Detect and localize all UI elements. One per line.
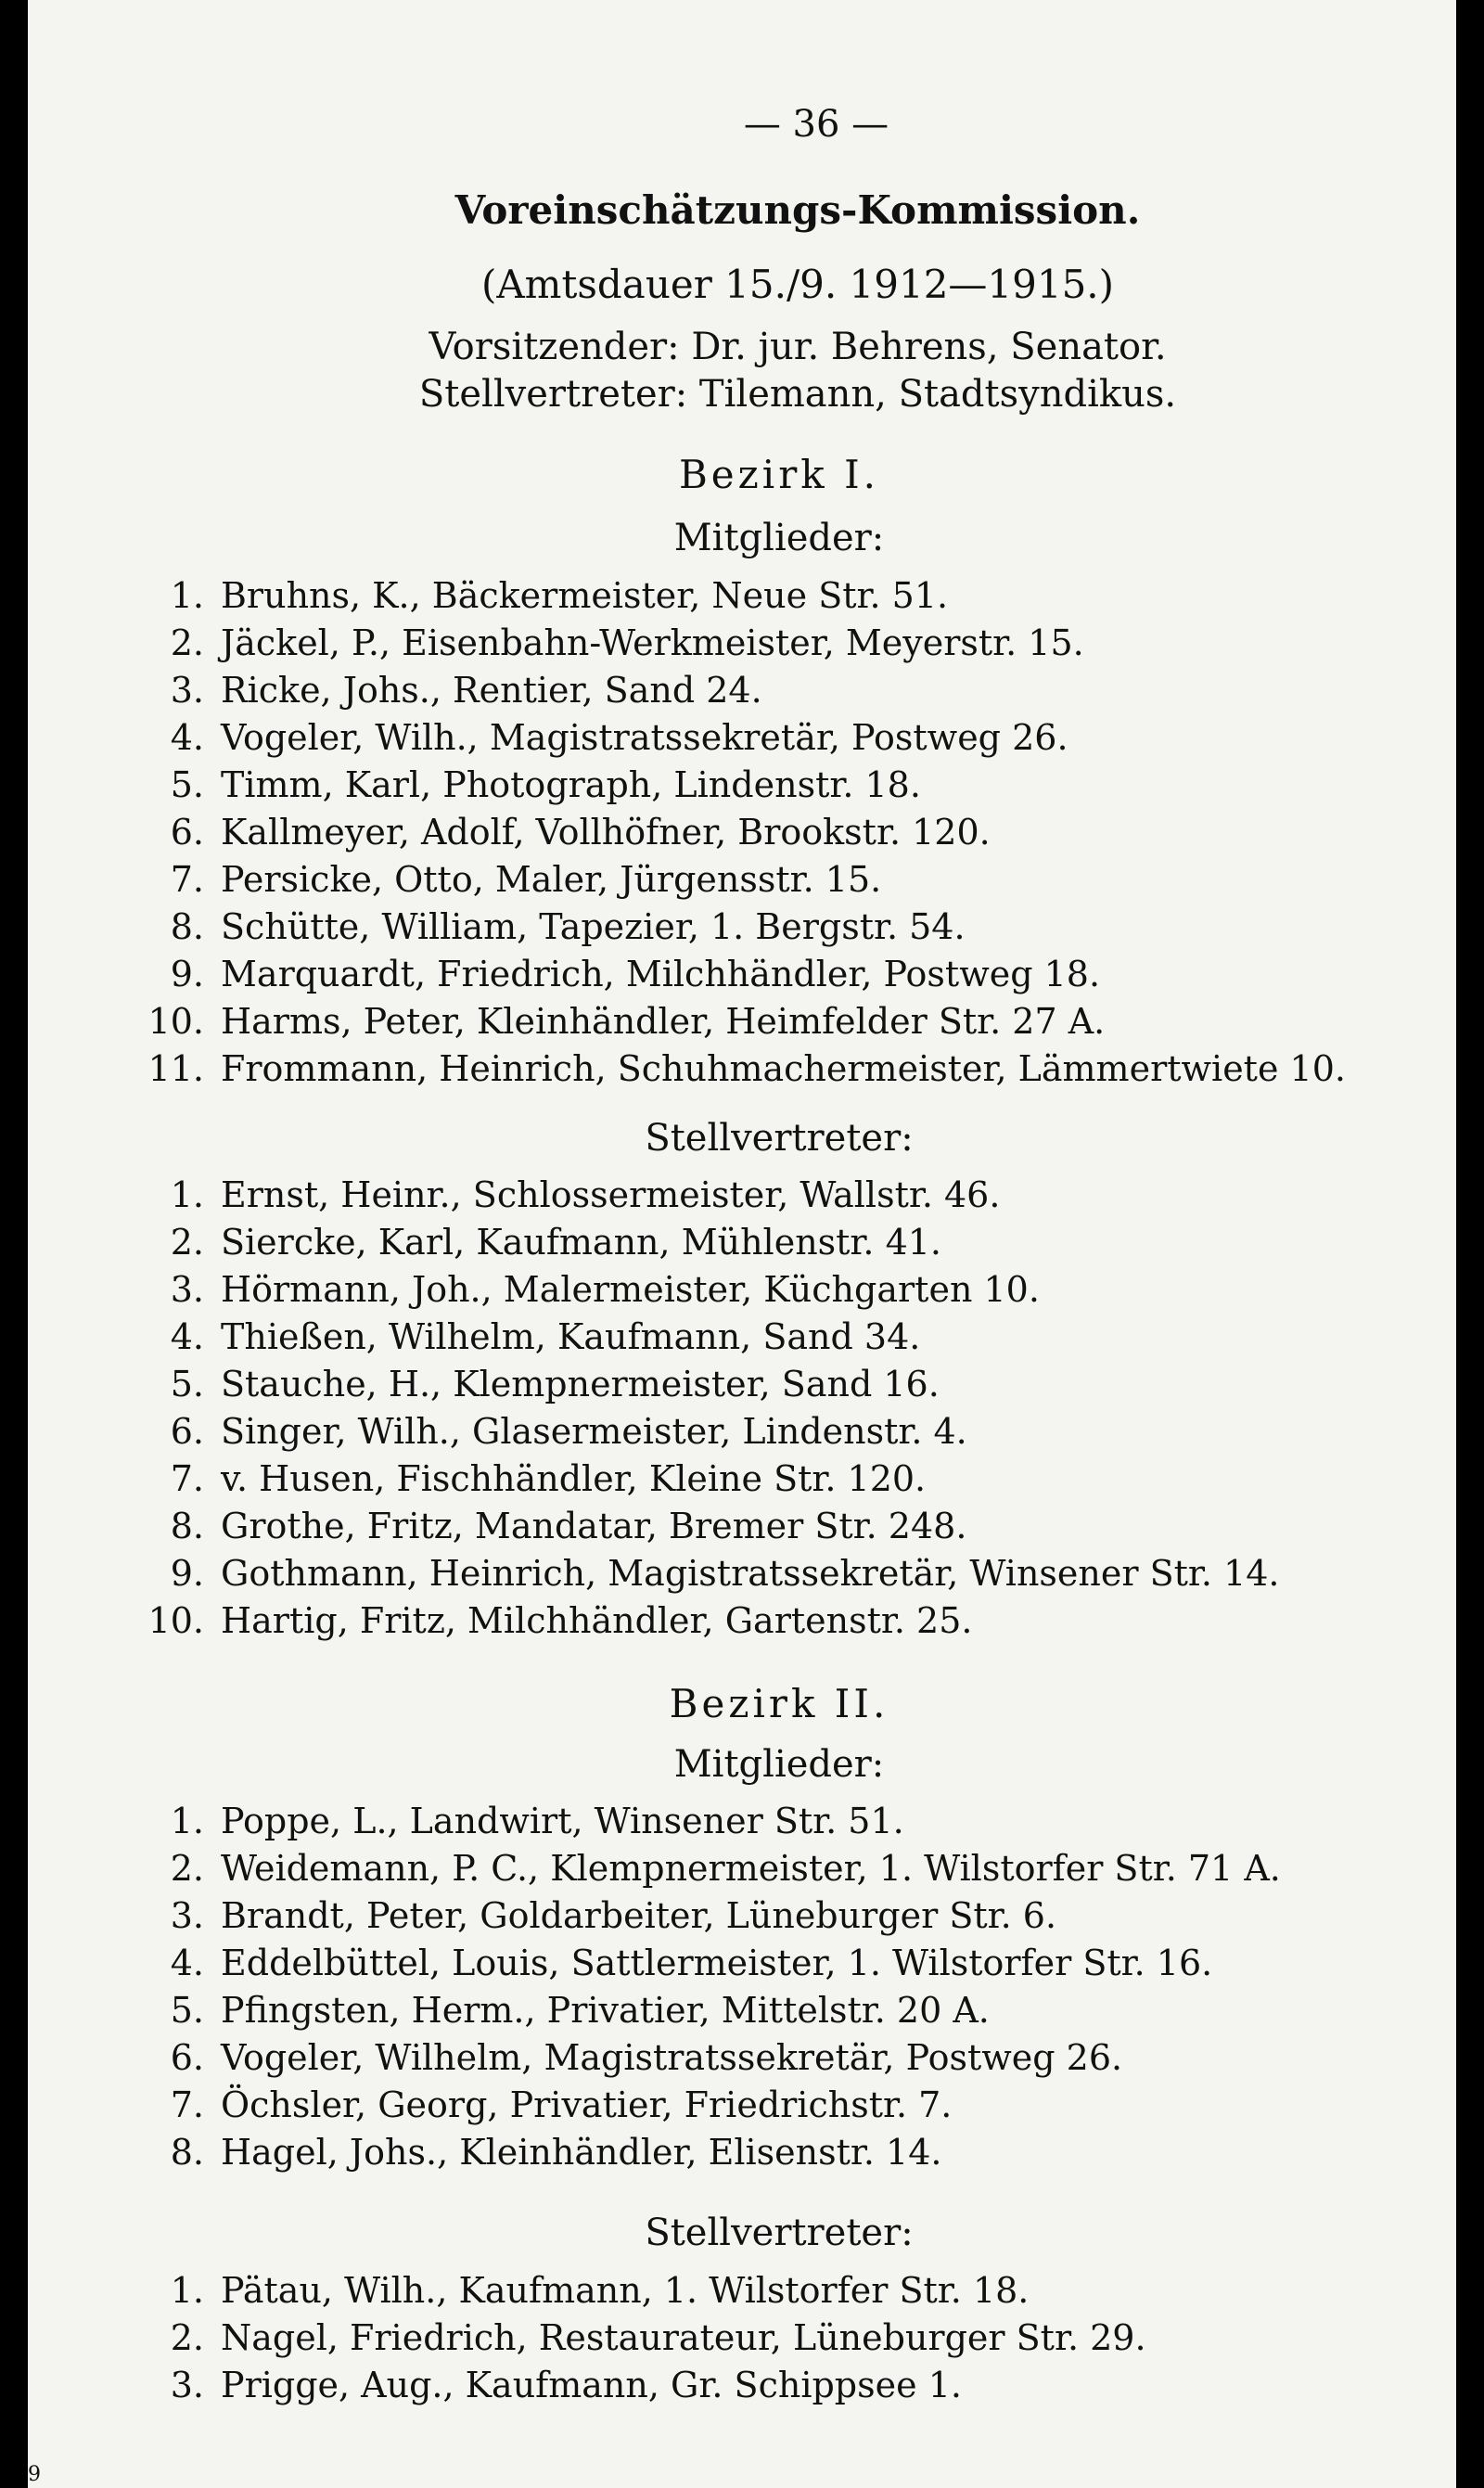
entry-number: 7. (170, 859, 204, 900)
district-1-deputies-heading: Stellvertreter: (645, 1117, 914, 1160)
district-1-deputy-entry (139, 1174, 1000, 1215)
commission-title: Voreinschätzungs-Kommission. (454, 187, 1141, 233)
district-1-member-entry (139, 1001, 1105, 1042)
entry-text: Grothe, Fritz, Mandatar, Bremer Str. 248. (221, 1506, 967, 1546)
entry-number: 7. (170, 1458, 204, 1499)
entry-text: Persicke, Otto, Maler, Jürgensstr. 15. (221, 859, 882, 900)
entry-text: Vogeler, Wilhelm, Magistratssekretär, Postweg 26. (221, 2037, 1123, 2078)
entry-text: Marquardt, Friedrich, Milchhändler, Postweg 18. (221, 954, 1101, 994)
district-2-member-entry (139, 1895, 1056, 1936)
district-1-title: Bezirk I. (678, 452, 880, 497)
entry-number: 10. (147, 1600, 204, 1641)
entry-text: Frommann, Heinrich, Schuhmachermeister, Lämmertwiete 10. (221, 1048, 1346, 1089)
district-1-members-heading: Mitglieder: (673, 517, 885, 559)
entry-text: Ernst, Heinr., Schlossermeister, Wallstr. 46. (221, 1174, 1001, 1215)
signature-mark: 9 (28, 2463, 41, 2486)
entry-number: 6. (170, 2037, 204, 2078)
deputy-chair-line: Stellvertreter: Tilemann, Stadtsyndikus. (418, 373, 1177, 416)
entry-text: Poppe, L., Landwirt, Winsener Str. 51. (221, 1801, 904, 1841)
district-1-member-entry (139, 575, 948, 616)
term-of-office: (Amtsdauer 15./9. 1912—1915.) (480, 262, 1115, 307)
entry-number: 1. (170, 2270, 204, 2311)
entry-text: Vogeler, Wilh., Magistratssekretär, Postweg 26. (221, 717, 1068, 758)
entry-number: 2. (170, 1848, 204, 1889)
district-2-members-heading: Mitglieder: (673, 1743, 885, 1786)
entry-text: Ricke, Johs., Rentier, Sand 24. (221, 670, 762, 711)
district-1-member-entry (139, 717, 1068, 758)
district-2-member-entry (139, 2037, 1122, 2078)
district-2-deputy-entry (139, 2365, 962, 2405)
entry-text: v. Husen, Fischhändler, Kleine Str. 120. (221, 1458, 927, 1499)
district-1-deputy-entry (139, 1364, 940, 1404)
entry-text: Prigge, Aug., Kaufmann, Gr. Schippsee 1. (221, 2365, 962, 2405)
page-number: — 36 — (743, 103, 889, 146)
entry-text: Bruhns, K., Bäckermeister, Neue Str. 51. (221, 575, 949, 616)
entry-number: 6. (170, 812, 204, 853)
entry-number: 3. (170, 670, 204, 711)
entry-number: 1. (170, 1174, 204, 1215)
entry-number: 2. (170, 622, 204, 663)
entry-text: Stauche, H., Klempnermeister, Sand 16. (221, 1364, 940, 1404)
district-1-member-entry (139, 812, 991, 853)
district-1-member-entry (139, 764, 921, 805)
entry-number: 3. (170, 1269, 204, 1310)
entry-number: 3. (170, 2365, 204, 2405)
district-2-member-entry (139, 2132, 941, 2173)
district-2-member-entry (139, 2084, 952, 2125)
entry-number: 4. (170, 1943, 204, 1983)
district-2-deputies-heading: Stellvertreter: (645, 2212, 914, 2254)
entry-text: Nagel, Friedrich, Restaurateur, Lüneburger Str. 29. (221, 2317, 1146, 2358)
entry-text: Pätau, Wilh., Kaufmann, 1. Wilstorfer Str. 18. (221, 2270, 1030, 2311)
entry-number: 2. (170, 1222, 204, 1263)
entry-text: Harms, Peter, Kleinhändler, Heimfelder Str. 27 A. (221, 1001, 1106, 1042)
entry-number: 5. (170, 1990, 204, 2031)
district-2-deputy-entry (139, 2317, 1146, 2358)
entry-number: 9. (170, 1553, 204, 1594)
chairperson-line: Vorsitzender: Dr. jur. Behrens, Senator. (429, 326, 1167, 368)
district-1-deputy-entry (139, 1458, 926, 1499)
district-1-deputy-entry (139, 1600, 972, 1641)
district-1-deputy-entry (139, 1316, 920, 1357)
entry-number: 1. (170, 575, 204, 616)
entry-number: 2. (170, 2317, 204, 2358)
entry-text: Brandt, Peter, Goldarbeiter, Lüneburger Str. 6. (221, 1895, 1057, 1936)
district-1-member-entry (139, 954, 1100, 994)
district-1-member-entry (139, 859, 881, 900)
district-1-deputy-entry (139, 1506, 966, 1546)
district-2-member-entry (139, 1801, 904, 1841)
entry-number: 5. (170, 1364, 204, 1404)
entry-text: Gothmann, Heinrich, Magistratssekretär, Winsener Str. 14. (221, 1553, 1280, 1594)
district-1-deputy-entry (139, 1269, 1040, 1310)
entry-text: Hagel, Johs., Kleinhändler, Elisenstr. 14. (221, 2132, 942, 2173)
entry-number: 8. (170, 1506, 204, 1546)
district-1-member-entry (139, 906, 966, 947)
document-page (28, 0, 1456, 2488)
entry-text: Öchsler, Georg, Privatier, Friedrichstr. 7. (221, 2084, 953, 2125)
entry-number: 1. (170, 1801, 204, 1841)
entry-number: 4. (170, 1316, 204, 1357)
entry-text: Jäckel, P., Eisenbahn-Werkmeister, Meyerstr. 15. (221, 622, 1084, 663)
entry-text: Thießen, Wilhelm, Kaufmann, Sand 34. (221, 1316, 921, 1357)
entry-text: Timm, Karl, Photograph, Lindenstr. 18. (221, 764, 921, 805)
entry-number: 11. (147, 1048, 204, 1089)
entry-text: Hörmann, Joh., Malermeister, Küchgarten 10. (221, 1269, 1040, 1310)
entry-number: 10. (147, 1001, 204, 1042)
district-1-member-entry (139, 622, 1084, 663)
district-1-deputy-entry (139, 1222, 941, 1263)
entry-text: Kallmeyer, Adolf, Vollhöfner, Brookstr. 120. (221, 812, 991, 853)
district-2-deputy-entry (139, 2270, 1029, 2311)
district-1-deputy-entry (139, 1553, 1280, 1594)
entry-number: 4. (170, 717, 204, 758)
entry-text: Singer, Wilh., Glasermeister, Lindenstr. 4. (221, 1411, 967, 1452)
entry-text: Hartig, Fritz, Milchhändler, Gartenstr. 25. (221, 1600, 973, 1641)
district-2-member-entry (139, 1848, 1281, 1889)
entry-text: Eddelbüttel, Louis, Sattlermeister, 1. Wilstorfer Str. 16. (221, 1943, 1213, 1983)
entry-text: Schütte, William, Tapezier, 1. Bergstr. 54. (221, 906, 966, 947)
entry-number: 9. (170, 954, 204, 994)
entry-number: 5. (170, 764, 204, 805)
entry-text: Weidemann, P. C., Klempnermeister, 1. Wilstorfer Str. 71 A. (221, 1848, 1281, 1889)
entry-text: Pfingsten, Herm., Privatier, Mittelstr. 20 A. (221, 1990, 990, 2031)
district-1-member-entry (139, 670, 762, 711)
district-2-title: Bezirk II. (669, 1681, 889, 1726)
district-2-member-entry (139, 1943, 1212, 1983)
entry-number: 6. (170, 1411, 204, 1452)
entry-number: 8. (170, 2132, 204, 2173)
entry-number: 7. (170, 2084, 204, 2125)
entry-number: 8. (170, 906, 204, 947)
district-1-deputy-entry (139, 1411, 967, 1452)
district-2-member-entry (139, 1990, 990, 2031)
district-1-member-entry (139, 1048, 1346, 1089)
entry-number: 3. (170, 1895, 204, 1936)
entry-text: Siercke, Karl, Kaufmann, Mühlenstr. 41. (221, 1222, 942, 1263)
